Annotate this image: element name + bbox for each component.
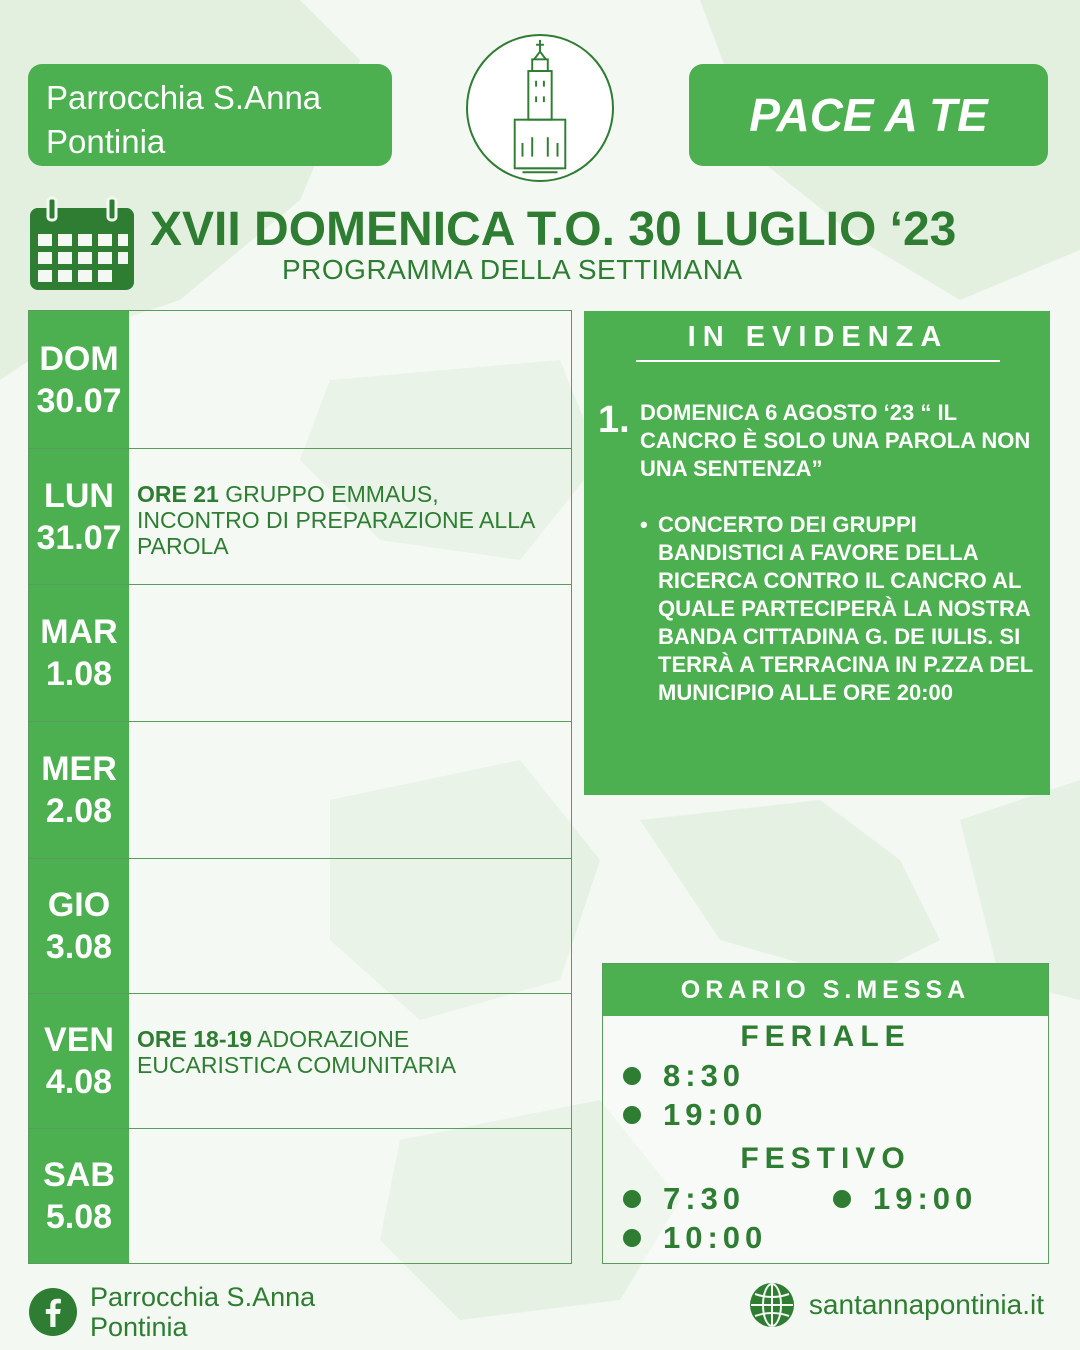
weekly-schedule [28,310,572,1264]
website-url: santannapontinia.it [808,1289,1044,1320]
weekday-time [623,1097,767,1133]
day-label [29,449,129,584]
highlights-title: IN EVIDENZA [636,321,1000,362]
event-time: ORE 18-19 [137,1026,253,1052]
day-label [29,859,129,993]
time-value: 19:00 [873,1181,978,1216]
page-subtitle: PROGRAMMA DELLA SETTIMANA [282,254,743,285]
parish-name-box [28,64,392,166]
weekday-time [623,1058,745,1094]
event-description: GRUPPO EMMAUS, INCONTRO DI PREPARAZIONE ALLA PAROLA [137,481,535,559]
day-name: LUN [44,476,114,515]
highlight-number: 1. [598,399,630,441]
day-name: DOM [39,339,119,378]
day-date: 2.08 [45,792,113,830]
day-name: MER [41,750,117,788]
day-name: GIO [47,886,111,924]
bullet-icon [623,1067,641,1085]
calendar-icon [28,196,136,292]
schedule-row [29,1128,571,1263]
bullet-icon [623,1106,641,1124]
day-event [137,1026,557,1078]
globe-icon [747,1280,797,1330]
schedule-row [29,448,571,584]
day-label [29,722,129,858]
time-value: 19:00 [663,1097,768,1132]
day-date: 30.07 [36,381,122,420]
facebook-line2: Pontinia [90,1312,188,1342]
schedule-row [29,858,571,993]
holiday-time [623,1220,767,1256]
schedule-row [29,311,571,448]
bullet-icon [833,1190,851,1208]
website-link[interactable] [747,1280,1044,1330]
motto-text: PACE A TE [749,89,988,141]
day-name: SAB [43,1156,115,1194]
parish-name-line2: Pontinia [46,123,166,160]
highlight-detail-text: CONCERTO DEI GRUPPI BANDISTICI A FAVORE DELLA RICERCA CONTRO IL CANCRO AL QUALE PARTECIPERÀ LA NOSTRA BANDA CITTADINA G. DE IULIS. SI TERRÀ A TERRACINA IN P.ZZA DEL MUNICIPIO ALLE ORE 20:00 [658,512,1033,705]
page-title: XVII DOMENICA T.O. 30 LUGLIO ‘23 [150,203,957,256]
church-tower-icon [466,34,614,182]
event-description: ADORAZIONE EUCARISTICA COMUNITARIA [137,1026,457,1078]
holiday-time [623,1181,745,1217]
day-date: 1.08 [45,655,113,693]
day-label [29,585,129,721]
mass-times-panel [602,963,1049,1264]
motto-banner [689,64,1048,166]
day-date: 5.08 [45,1198,113,1236]
highlights-panel [584,311,1050,795]
bullet-icon [623,1190,641,1208]
day-name: MAR [40,613,118,651]
mass-times-title: ORARIO S.MESSA [603,964,1048,1016]
day-label [29,311,129,448]
facebook-line1: Parrocchia S.Anna [90,1282,316,1312]
schedule-row [29,993,571,1128]
facebook-icon [28,1287,78,1337]
holiday-time [833,1181,977,1217]
time-value: 8:30 [663,1058,746,1093]
time-value: 7:30 [663,1181,746,1216]
parish-name-line1: Parrocchia S.Anna [46,79,322,116]
event-time: ORE 21 [137,481,219,507]
holiday-label: FESTIVO [740,1142,911,1175]
day-date: 31.07 [36,518,122,557]
time-value: 10:00 [663,1220,768,1255]
day-date: 3.08 [45,928,113,966]
day-event [137,481,557,559]
day-label [29,1129,129,1263]
bullet-icon: • [640,512,648,537]
bullet-icon [623,1229,641,1247]
facebook-page-name [90,1282,315,1342]
facebook-link[interactable] [28,1282,315,1342]
day-label [29,994,129,1128]
day-date: 4.08 [45,1063,113,1101]
weekday-label: FERIALE [740,1020,911,1053]
schedule-row [29,584,571,721]
schedule-row [29,721,571,858]
day-name: VEN [44,1021,114,1059]
highlight-headline: DOMENICA 6 AGOSTO ‘23 “ IL CANCRO È SOLO UNA PAROLA NON UNA SENTENZA” [640,400,1031,481]
